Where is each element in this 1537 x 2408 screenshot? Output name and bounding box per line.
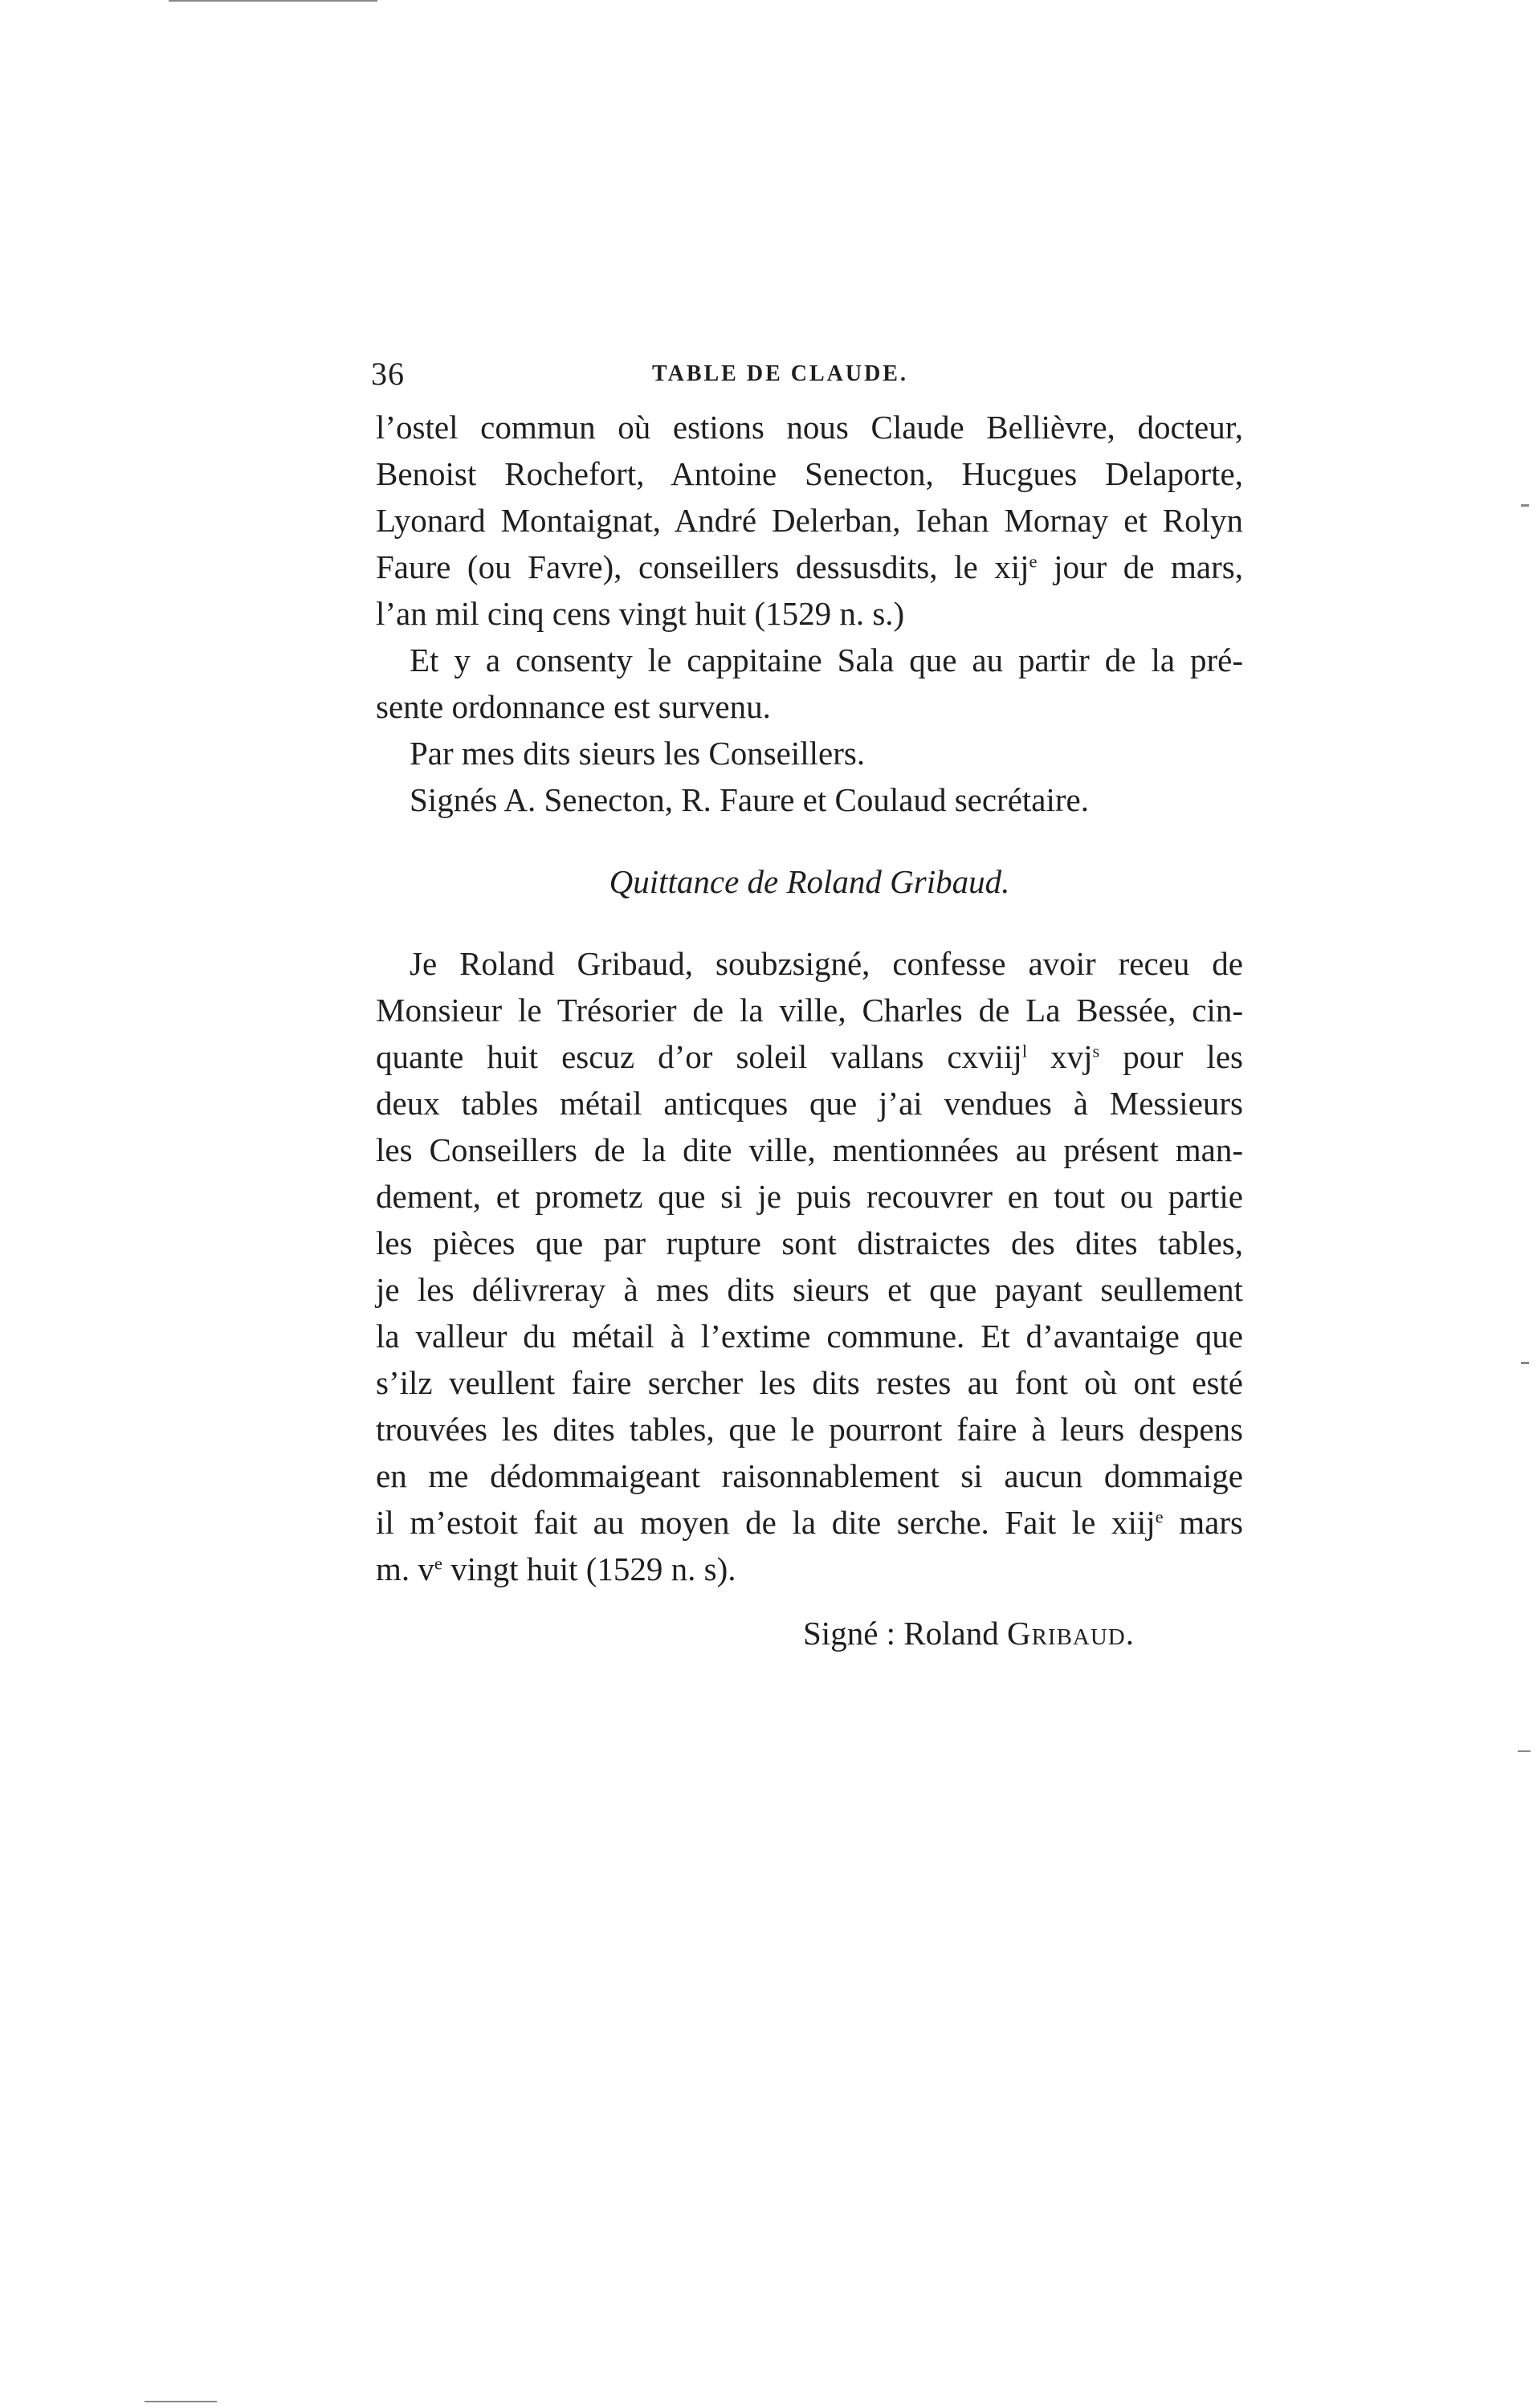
quittance-line: quante huit escuz d’or soleil vallans cxviij$^l$ xvj$^s$ pour les — [376, 1038, 1243, 1075]
quittance-line: les pièces que par rupture sont distraictes des dites tables, — [376, 1224, 1243, 1261]
page-number: 36 — [371, 356, 405, 392]
signature-name: Gribaud. — [1006, 1615, 1135, 1652]
quittance-line: Monsieur le Trésorier de la ville, Charles de La Bessée, cin- — [376, 992, 1243, 1029]
quittance-line: Je Roland Gribaud, soubzsigné, confesse avoir receu de — [410, 945, 1243, 982]
body-line: Faure (ou Favre), conseillers dessusdits, le xij$^e$ jour de mars, — [376, 548, 1243, 585]
signature-prefix: Signé : Roland — [803, 1615, 1007, 1652]
scan-speck — [1521, 504, 1529, 507]
section-title: Quittance de Roland Gribaud. — [609, 863, 1010, 900]
body-line: sente ordonnance est survenu. — [376, 688, 771, 725]
quittance-line: en me dédommaigeant raisonnablement si aucun dommaige — [376, 1457, 1243, 1494]
scan-edge-mark — [145, 2401, 217, 2402]
quittance-line: m. $v^e$ vingt huit (1529 n. s). — [376, 1550, 736, 1587]
body-line: Par mes dits sieurs les Conseillers. — [410, 735, 866, 772]
scan-edge-mark — [169, 0, 377, 2]
page-header — [371, 355, 1166, 403]
quittance-line: les Conseillers de la dite ville, mentionnées au présent man- — [376, 1131, 1243, 1168]
quittance-line: je les délivreray à mes dits sieurs et que payant seullement — [376, 1271, 1243, 1308]
body-line: Et y a consenty le cappitaine Sala que au partir de la pré- — [410, 642, 1243, 678]
body-line: l’an mil cinq cens vingt huit (1529 n. s.) — [376, 595, 905, 632]
signature — [803, 1617, 1135, 1650]
body-line: Benoist Rochefort, Antoine Senecton, Hucgues Delaporte, — [376, 455, 1243, 492]
quittance-line: deux tables métail anticques que j’ai vendues à Messieurs — [376, 1085, 1243, 1122]
body-line: l’ostel commun où estions nous Claude Bellièvre, docteur, — [376, 409, 1243, 446]
body-line: Signés A. Senecton, R. Faure et Coulaud secrétaire. — [410, 781, 1089, 818]
running-title: TABLE DE CLAUDE. — [652, 361, 908, 386]
quittance-line: la valleur du métail à l’extime commune. Et d’avantaige que — [376, 1318, 1243, 1355]
quittance-line: dement, et prometz que si je puis recouvrer en tout ou partie — [376, 1178, 1243, 1215]
body-line: Lyonard Montaignat, André Delerban, Iehan Mornay et Rolyn — [376, 502, 1243, 539]
quittance-line: trouvées les dites tables, que le pourront faire à leurs despens — [376, 1411, 1243, 1448]
quittance-line: s’ilz veullent faire sercher les dits restes au font où ont esté — [376, 1364, 1243, 1401]
scan-speck — [1521, 1362, 1529, 1364]
quittance-line: il m’estoit fait au moyen de la dite serche. Fait le xiij$^e$ mars — [376, 1504, 1243, 1541]
scan-speck — [1518, 1750, 1531, 1752]
